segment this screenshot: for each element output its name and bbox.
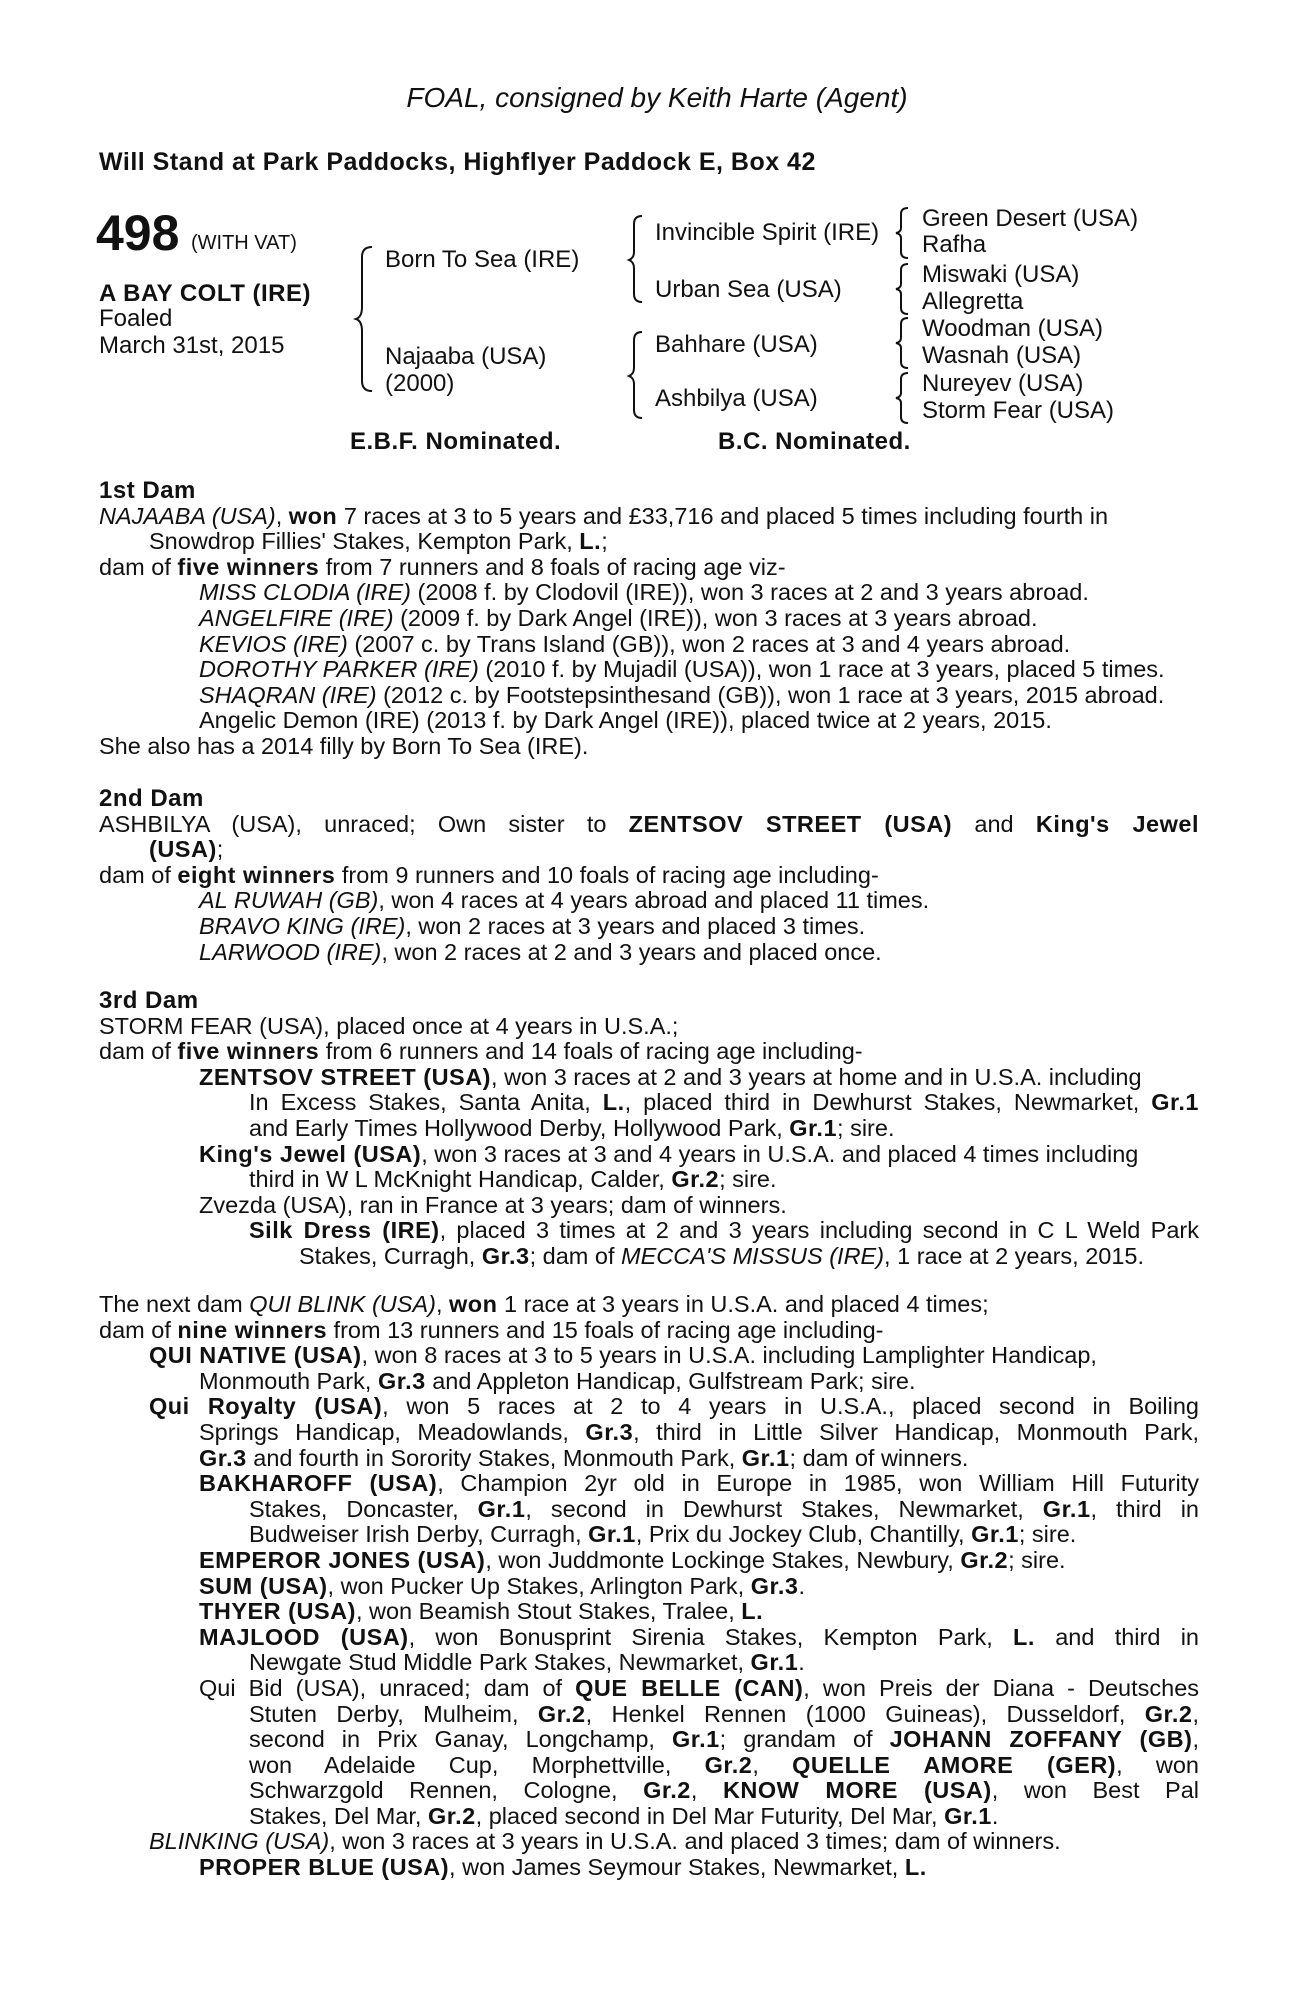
produce-entry-cont: Budweiser Irish Derby, Curragh, Gr.1, Prix du Jockey Club, Chantilly, Gr.1; sire. [249,1521,1077,1548]
produce-entry: SHAQRAN (IRE) (2012 c. by Footstepsinthesand (GB)), won 1 race at 3 years, 2015 abroad. [199,681,1165,708]
sire: Born To Sea (IRE) [385,246,580,273]
pedigree-brace-ss [896,206,912,260]
first-dam-line: dam of five winners from 7 runners and 8 foals of racing age viz- [99,553,786,580]
first-dam-heading: 1st Dam [99,477,196,504]
produce-entry: QUI NATIVE (USA), won 8 races at 3 to 5 years in U.S.A. including Lamplighter Handicap, [149,1342,1097,1369]
stand-location: Will Stand at Park Paddocks, Highflyer Paddock E, Box 42 [99,148,816,176]
produce-entry: AL RUWAH (GB), won 4 races at 4 years abroad and placed 11 times. [199,887,930,914]
produce-entry-cont: Gr.3 and fourth in Sorority Stakes, Monmouth Park, Gr.1; dam of winners. [199,1444,969,1471]
produce-entry: Qui Royalty (USA), won 5 races at 2 to 4 years in U.S.A., placed second in Boiling [149,1393,1199,1420]
produce-entry: ZENTSOV STREET (USA), won 3 races at 2 and 3 years at home and in U.S.A. including [199,1063,1142,1090]
dam: Najaaba (USA) [385,343,547,370]
produce-entry-cont: In Excess Stakes, Santa Anita, L., placed third in Dewhurst Stakes, Newmarket, Gr.1 [249,1089,1199,1116]
first-dam-line: Snowdrop Fillies' Stakes, Kempton Park, L.; [149,528,608,555]
produce-entry-cont: Newgate Stud Middle Park Stakes, Newmarket, Gr.1. [249,1649,805,1676]
produce-entry-cont: won Adelaide Cup, Morphettville, Gr.2, QUELLE AMORE (GER), won [249,1751,1200,1778]
dam-sire-dam: Wasnah (USA) [922,342,1082,369]
produce-entry: MAJLOOD (USA), won Bonusprint Sirenia Stakes, Kempton Park, L. and third in [199,1623,1199,1650]
sire-sire: Invincible Spirit (IRE) [655,219,880,246]
dam-sire-sire: Woodman (USA) [922,315,1103,342]
sire-dam: Urban Sea (USA) [655,276,842,303]
second-dam-heading: 2nd Dam [99,785,204,812]
pedigree-brace-sire [630,214,648,304]
produce-entry: Zvezda (USA), ran in France at 3 years; dam of winners. [199,1191,787,1218]
produce-entry: SUM (USA), won Pucker Up Stakes, Arlington Park, Gr.3. [199,1572,805,1599]
produce-entry: Silk Dress (IRE), placed 3 times at 2 and 3 years including second in C L Weld Park [249,1217,1200,1244]
third-dam-section [99,988,1199,1270]
dam-year: (2000) [385,370,455,397]
sire-sire-dam: Rafha [922,231,987,258]
pedigree-brace-ds [896,316,912,370]
vat-note: (WITH VAT) [191,232,297,254]
produce-entry: Qui Bid (USA), unraced; dam of QUE BELLE (CAN), won Preis der Diana - Deutsches [199,1674,1200,1701]
produce-entry: MISS CLODIA (IRE) (2008 f. by Clodovil (IRE)), won 3 races at 2 and 3 years abroad. [199,579,1089,606]
produce-entry-cont: Stakes, Doncaster, Gr.1, second in Dewhurst Stakes, Newmarket, Gr.1, third in [249,1495,1200,1522]
third-dam-heading: 3rd Dam [99,987,199,1014]
produce-entry: ANGELFIRE (IRE) (2009 f. by Dark Angel (IRE)), won 3 races at 3 years abroad. [199,604,1038,631]
produce-entry-cont: Stakes, Curragh, Gr.3; dam of MECCA'S MISSUS (IRE), 1 race at 2 years, 2015. [299,1242,1145,1269]
ebf-nominated: E.B.F. Nominated. [350,428,562,455]
produce-entry-cont: Stakes, Del Mar, Gr.2, placed second in Del Mar Futurity, Del Mar, Gr.1. [249,1802,999,1829]
pedigree-brace-dam [630,330,648,420]
produce-entry: King's Jewel (USA), won 3 races at 3 and 4 years in U.S.A. and placed 4 times including [199,1140,1139,1167]
sire-dam-dam: Allegretta [922,288,1024,315]
pedigree-brace-gen1 [358,245,378,395]
second-dam-section [99,786,1199,965]
sire-sire-sire: Green Desert (USA) [922,205,1139,232]
produce-entry-cont: Monmouth Park, Gr.3 and Appleton Handicap, Gulfstream Park; sire. [199,1367,916,1394]
produce-entry: THYER (USA), won Beamish Stout Stakes, Tralee, L. [199,1598,764,1625]
dam-dam-sire: Nureyev (USA) [922,370,1084,397]
catalogue-title: FOAL, consigned by Keith Harte (Agent) [406,82,908,113]
produce-entry-cont: second in Prix Ganay, Longchamp, Gr.1; grandam of JOHANN ZOFFANY (GB), [249,1726,1199,1753]
dam-sire: Bahhare (USA) [655,331,818,358]
pedigree-brace-sd [896,262,912,316]
produce-entry: KEVIOS (IRE) (2007 c. by Trans Island (GB)), won 2 races at 3 and 4 years abroad. [199,630,1071,657]
second-dam-line: (USA); [149,836,224,863]
produce-note: She also has a 2014 filly by Born To Sea (IRE). [99,732,589,759]
second-dam-line: dam of eight winners from 9 runners and 10 foals of racing age including- [99,861,879,888]
pedigree-brace-dd [896,371,912,425]
produce-entry: EMPEROR JONES (USA), won Juddmonte Lockinge Stakes, Newbury, Gr.2; sire. [199,1546,1066,1573]
produce-entry: BAKHAROFF (USA), Champion 2yr old in Europe in 1985, won William Hill Futurity [199,1470,1199,1497]
produce-entry: BRAVO KING (IRE), won 2 races at 3 years and placed 3 times. [199,912,866,939]
produce-entry-cont: Stuten Derby, Mulheim, Gr.2, Henkel Rennen (1000 Guineas), Dusseldorf, Gr.2, [249,1700,1199,1727]
second-dam-line: ASHBILYA (USA), unraced; Own sister to ZENTSOV STREET (USA) and King's Jewel [99,810,1199,837]
foaled-date: March 31st, 2015 [99,332,285,359]
third-dam-line: dam of five winners from 6 runners and 14 foals of racing age including- [99,1038,863,1065]
produce-entry: Angelic Demon (IRE) (2013 f. by Dark Angel (IRE)), placed twice at 2 years, 2015. [199,707,1052,734]
produce-entry: PROPER BLUE (USA), won James Seymour Stakes, Newmarket, L. [199,1854,927,1881]
bc-nominated: B.C. Nominated. [718,428,911,455]
third-dam-line: STORM FEAR (USA), placed once at 4 years in U.S.A.; [99,1012,679,1039]
produce-entry-cont: Springs Handicap, Meadowlands, Gr.3, third in Little Silver Handicap, Monmouth Park, [199,1418,1199,1445]
sire-dam-sire: Miswaki (USA) [922,261,1080,288]
dam-dam: Ashbilya (USA) [655,385,818,412]
produce-entry: BLINKING (USA), won 3 races at 3 years in U.S.A. and placed 3 times; dam of winners. [149,1828,1061,1855]
produce-entry-cont: third in W L McKnight Handicap, Calder, Gr.2; sire. [249,1166,777,1193]
foaled-label: Foaled [99,305,173,332]
next-dam-line: dam of nine winners from 13 runners and 15 foals of racing age including- [99,1316,884,1343]
produce-entry-cont: and Early Times Hollywood Derby, Hollywood Park, Gr.1; sire. [249,1114,895,1141]
produce-entry-cont: Schwarzgold Rennen, Cologne, Gr.2, KNOW MORE (USA), won Best Pal [249,1777,1200,1804]
horse-name: A BAY COLT (IRE) [99,280,312,307]
next-dam-section [99,1292,1199,1881]
produce-entry: DOROTHY PARKER (IRE) (2010 f. by Mujadil (USA)), won 1 race at 3 years, placed 5 times. [199,656,1165,683]
produce-entry: LARWOOD (IRE), won 2 races at 2 and 3 years and placed once. [199,938,882,965]
lot-number: 498 [96,205,180,261]
first-dam-line: NAJAABA (USA), won 7 races at 3 to 5 years and £33,716 and placed 5 times including fourth in [99,502,1109,529]
next-dam-line: The next dam QUI BLINK (USA), won 1 race at 3 years in U.S.A. and placed 4 times; [99,1291,989,1317]
dam-dam-dam: Storm Fear (USA) [922,397,1115,424]
first-dam-section [99,478,1199,760]
